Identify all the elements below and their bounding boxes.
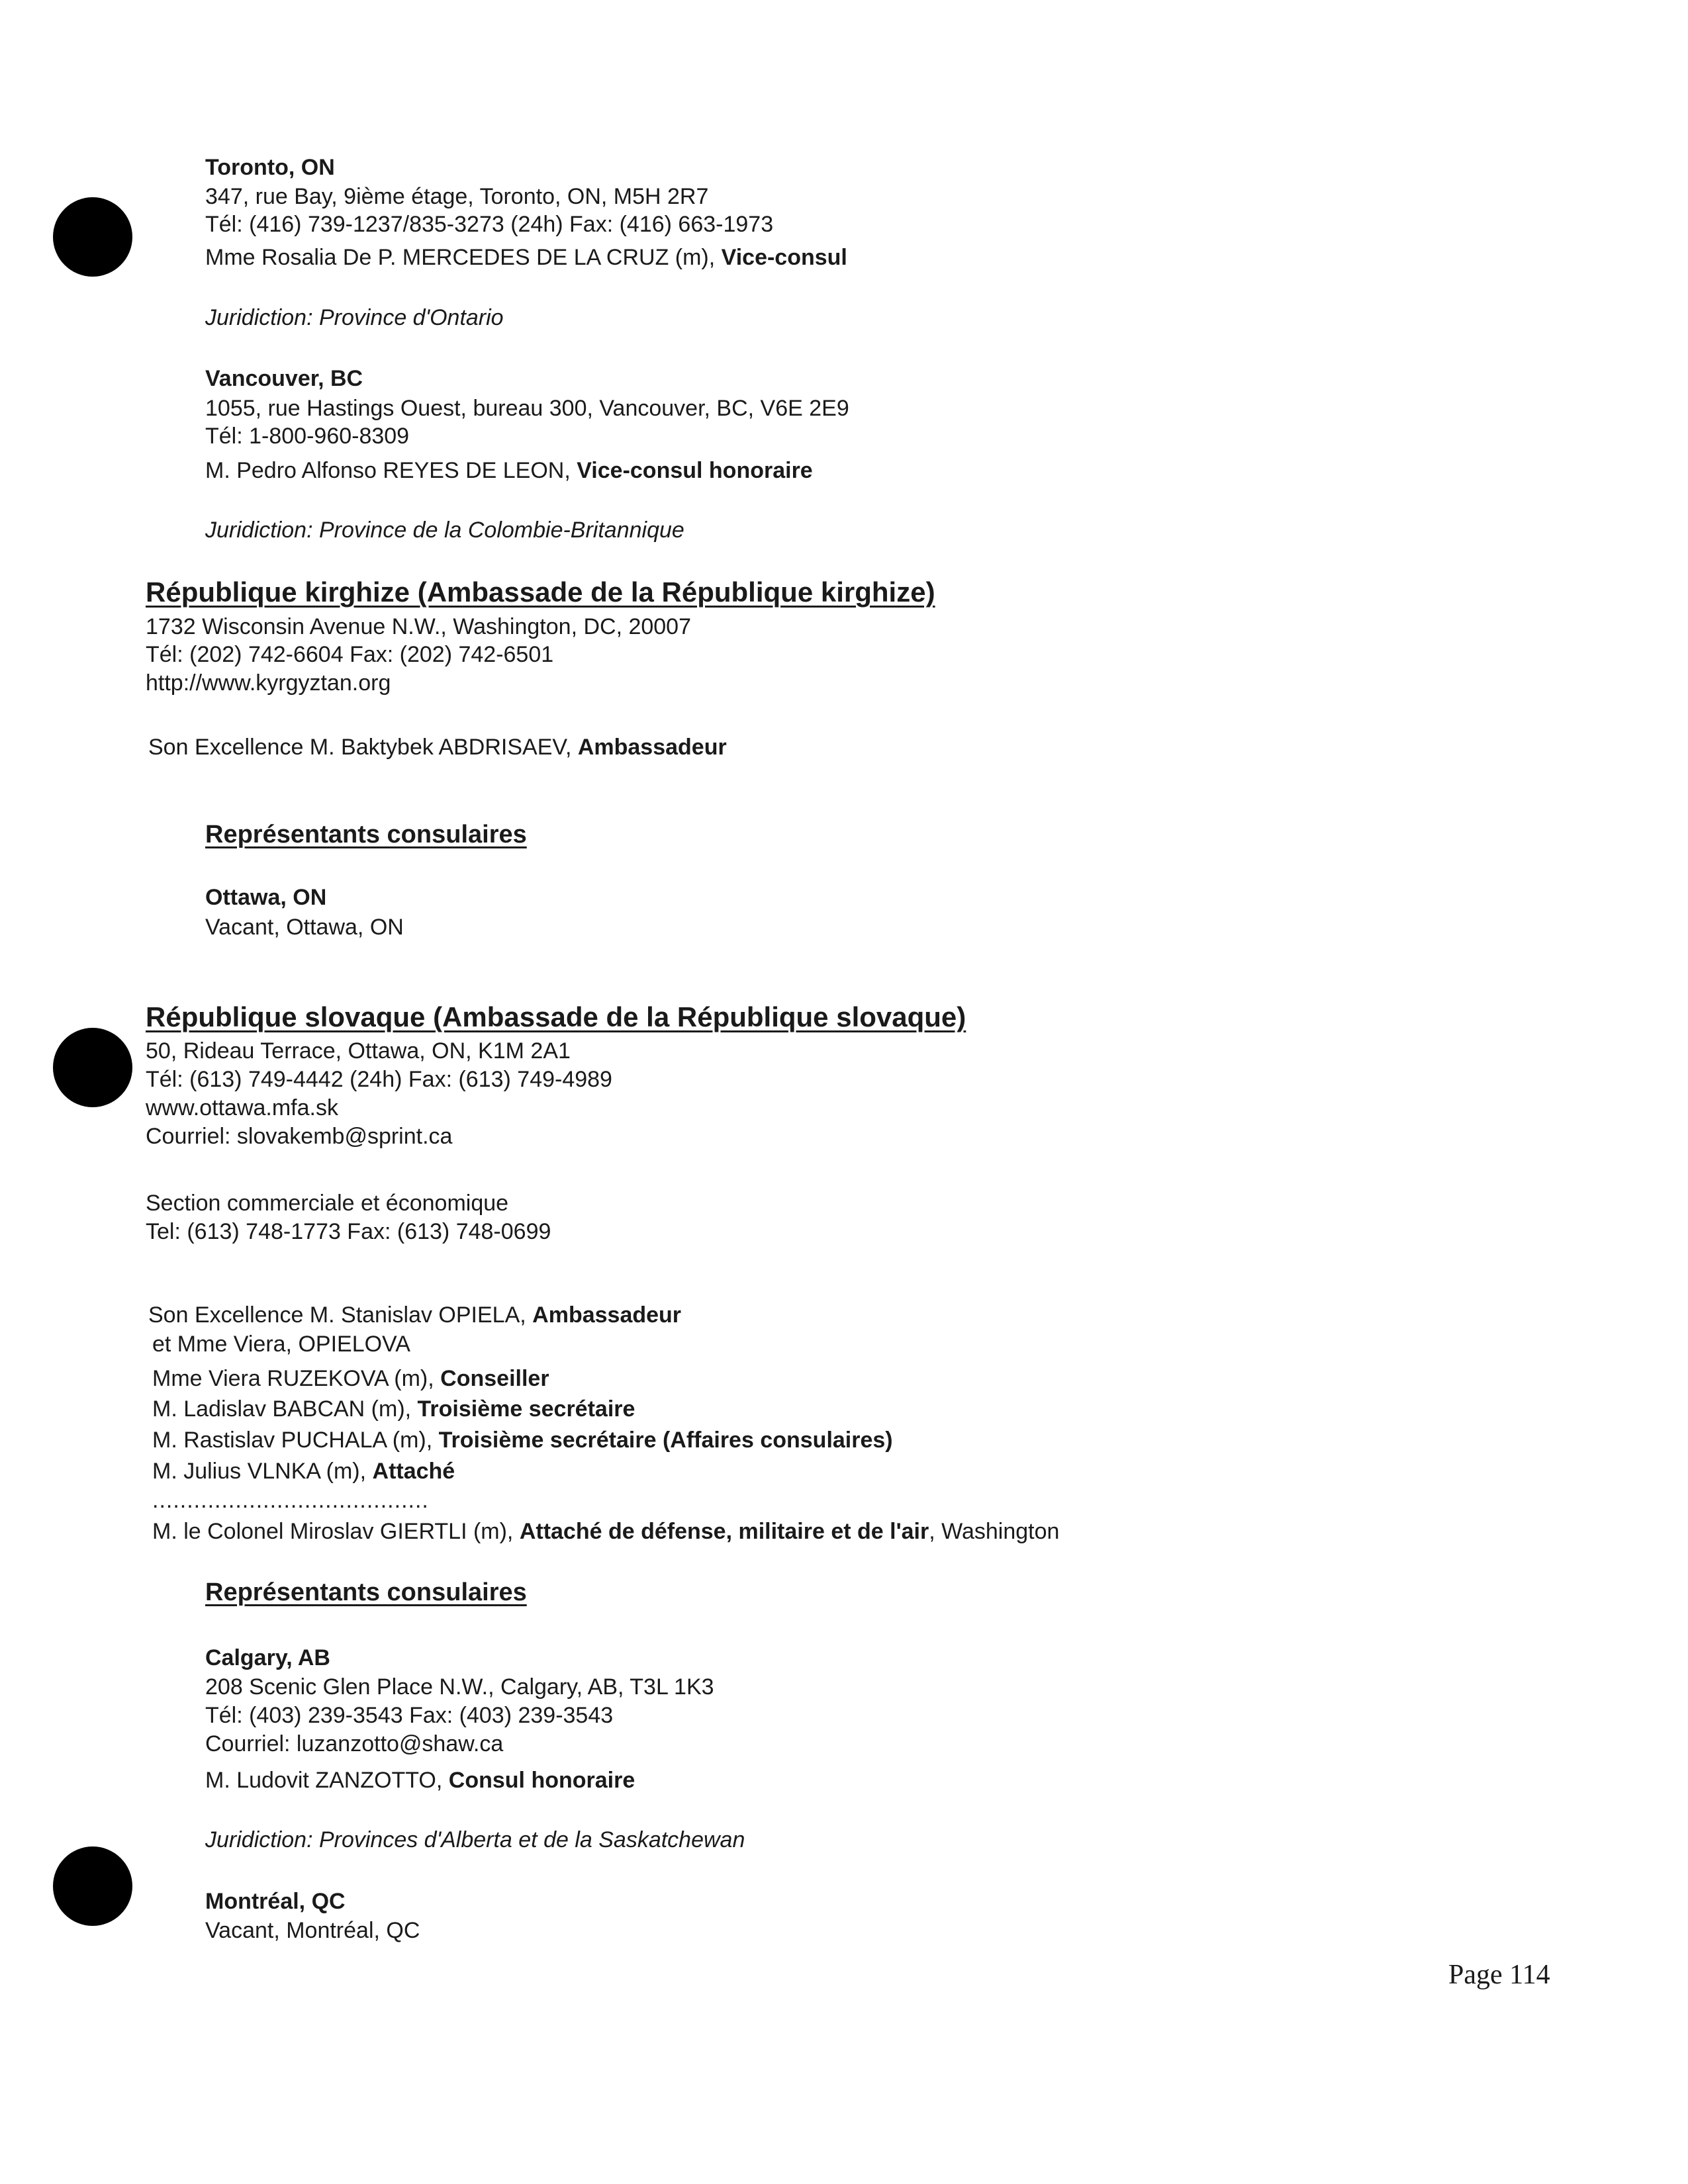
calgary-city: Calgary, AB (205, 1645, 330, 1670)
page-number: Page 114 (1448, 1960, 1550, 1990)
calgary-person-title: Consul honoraire (448, 1768, 635, 1793)
slovak-commercial-phone: Tel: (613) 748-1773 Fax: (613) 748-0699 (146, 1219, 551, 1244)
toronto-address: 347, rue Bay, 9ième étage, Toronto, ON, M5H 2R7 (205, 184, 709, 209)
slovak-website: www.ottawa.mfa.sk (146, 1095, 338, 1120)
vancouver-phone: Tél: 1-800-960-8309 (205, 424, 410, 449)
slovak-staff-name: Son Excellence M. Stanislav OPIELA, (148, 1302, 533, 1328)
vancouver-person-title: Vice-consul honoraire (577, 458, 813, 483)
slovak-consular-heading: Représentants consulaires (205, 1578, 527, 1606)
slovak-staff-title: Troisième secrétaire (Affaires consulaires) (438, 1428, 893, 1453)
toronto-jurisdiction: Juridiction: Province d'Ontario (205, 305, 504, 330)
calgary-address: 208 Scenic Glen Place N.W., Calgary, AB, T3L 1K3 (205, 1674, 714, 1700)
calgary-jurisdiction: Juridiction: Provinces d'Alberta et de la Saskatchewan (205, 1827, 745, 1852)
vancouver-address: 1055, rue Hastings Ouest, bureau 300, Vancouver, BC, V6E 2E9 (205, 396, 849, 421)
vancouver-person (205, 457, 813, 484)
slovak-staff-name: et Mme Viera, OPIELOVA (152, 1332, 410, 1357)
slovak-email: Courriel: slovakemb@sprint.ca (146, 1124, 453, 1149)
slovak-address: 50, Rideau Terrace, Ottawa, ON, K1M 2A1 (146, 1038, 571, 1064)
punch-hole-bottom (53, 1846, 132, 1926)
kyrgyz-ambassador-name: Son Excellence M. Baktybek ABDRISAEV, (148, 735, 578, 760)
calgary-person-name: M. Ludovit ZANZOTTO, (205, 1768, 449, 1793)
slovak-staff-separator: ........................................ (152, 1488, 429, 1513)
slovak-heading: République slovaque (Ambassade de la République slovaque) (146, 1001, 966, 1032)
vancouver-jurisdiction: Juridiction: Province de la Colombie-Britannique (205, 518, 684, 543)
slovak-staff-name: M. Julius VLNKA (m), (152, 1459, 373, 1484)
montreal-status: Vacant, Montréal, QC (205, 1918, 420, 1943)
slovak-staff-row (152, 1426, 893, 1454)
slovak-staff-title: Attaché de défense, militaire et de l'air (519, 1519, 929, 1544)
calgary-person (205, 1766, 635, 1794)
calgary-phone: Tél: (403) 239-3543 Fax: (403) 239-3543 (205, 1703, 614, 1728)
slovak-staff-row (152, 1457, 455, 1485)
slovak-staff-name: Mme Viera RUZEKOVA (m), (152, 1366, 441, 1391)
montreal-city: Montréal, QC (205, 1889, 346, 1914)
kyrgyz-phone: Tél: (202) 742-6604 Fax: (202) 742-6501 (146, 642, 554, 667)
slovak-staff-row (148, 1301, 681, 1329)
slovak-staff-name: M. le Colonel Miroslav GIERTLI (m), (152, 1519, 520, 1544)
kyrgyz-address: 1732 Wisconsin Avenue N.W., Washington, DC, 20007 (146, 614, 692, 639)
slovak-staff-row (152, 1365, 549, 1392)
slovak-staff-row (152, 1518, 1059, 1545)
punch-hole-middle (53, 1028, 132, 1107)
slovak-commercial-section: Section commerciale et économique (146, 1191, 509, 1216)
kyrgyz-consular-heading: Représentants consulaires (205, 821, 527, 848)
slovak-staff-name: M. Ladislav BABCAN (m), (152, 1396, 418, 1422)
slovak-staff-row (152, 1330, 410, 1358)
vancouver-person-name: M. Pedro Alfonso REYES DE LEON, (205, 458, 577, 483)
toronto-person (205, 244, 847, 271)
toronto-phone: Tél: (416) 739-1237/835-3273 (24h) Fax: (416) 663-1973 (205, 212, 774, 237)
kyrgyz-heading: République kirghize (Ambassade de la République kirghize) (146, 576, 935, 608)
slovak-phone: Tél: (613) 749-4442 (24h) Fax: (613) 749-4989 (146, 1067, 612, 1092)
toronto-person-name: Mme Rosalia De P. MERCEDES DE LA CRUZ (m), (205, 245, 722, 270)
slovak-staff-title: Troisième secrétaire (417, 1396, 635, 1422)
slovak-staff-title: Ambassadeur (532, 1302, 682, 1328)
toronto-person-title: Vice-consul (721, 245, 847, 270)
slovak-staff-row (152, 1395, 635, 1423)
kyrgyz-ottawa-city: Ottawa, ON (205, 885, 327, 910)
kyrgyz-ambassador (148, 733, 727, 761)
toronto-city: Toronto, ON (205, 155, 335, 180)
vancouver-city: Vancouver, BC (205, 366, 363, 391)
slovak-staff-name: M. Rastislav PUCHALA (m), (152, 1428, 439, 1453)
kyrgyz-website: http://www.kyrgyztan.org (146, 670, 391, 696)
slovak-staff-title: Attaché (372, 1459, 455, 1484)
calgary-email: Courriel: luzanzotto@shaw.ca (205, 1731, 504, 1756)
slovak-staff-suffix: , Washington (929, 1519, 1060, 1544)
kyrgyz-ambassador-title: Ambassadeur (577, 735, 727, 760)
kyrgyz-ottawa-status: Vacant, Ottawa, ON (205, 915, 404, 940)
slovak-staff-title: Conseiller (440, 1366, 549, 1391)
punch-hole-top (53, 197, 132, 277)
